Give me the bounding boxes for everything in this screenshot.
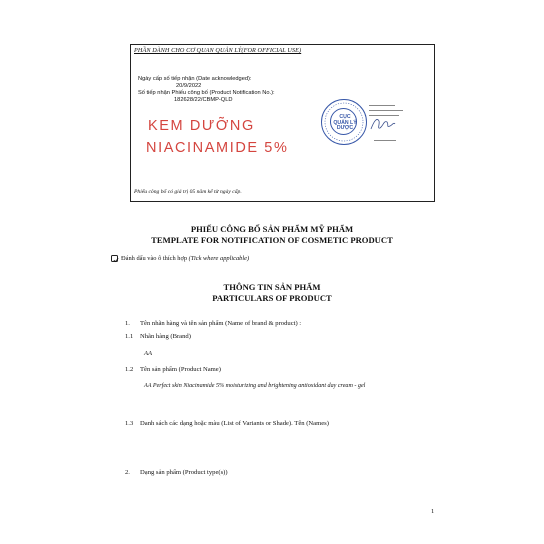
item-number: 1.2 [125, 366, 134, 373]
seal-text-line2: QUẢN LÝ [333, 119, 357, 126]
item-1-3 [125, 420, 329, 427]
item-2 [125, 469, 228, 476]
section-title-en: PARTICULARS OF PRODUCT [212, 293, 332, 303]
seal-text-line1: CỤC [339, 114, 351, 120]
item-label: Danh sách các dạng hoặc màu (List of Variants or Shade). Tên (Names) [140, 420, 329, 427]
notification-number-label: Số tiếp nhận Phiếu công bố (Product Notification No.): [138, 90, 275, 96]
tick-instruction-label: Đánh dấu vào ô thích hợp [121, 255, 188, 262]
form-title-en: TEMPLATE FOR NOTIFICATION OF COSMETIC PRODUCT [151, 235, 393, 245]
product-stamp-line1: KEM DƯỠNG [148, 118, 255, 134]
form-title [0, 224, 544, 246]
seal-text-line3: DƯỢC [336, 125, 354, 132]
item-label: Dạng sản phẩm (Product type(s)) [140, 469, 228, 476]
item-number: 2. [125, 469, 130, 476]
checkbox-icon [111, 255, 118, 262]
signer-name [374, 137, 396, 141]
tick-instruction [111, 255, 249, 262]
validity-note: Phiếu công bố có giá trị 05 năm kể từ ngày cấp. [134, 189, 242, 195]
section-title [0, 282, 544, 304]
date-acknowledged-label: Ngày cấp số tiếp nhận (Date acknowledged): [138, 76, 252, 82]
product-stamp-line2: NIACINAMIDE 5% [146, 140, 289, 156]
tick-instruction-label-en: (Tick where applicable) [188, 255, 250, 262]
item-1-1 [125, 333, 191, 340]
item-1 [125, 320, 301, 327]
item-number: 1.3 [125, 420, 134, 427]
item-number: 1. [125, 320, 130, 327]
official-use-box [130, 44, 435, 202]
official-seal [321, 99, 367, 145]
item-number: 1.1 [125, 333, 134, 340]
product-name-stamp [146, 115, 288, 159]
date-acknowledged-value: 20/9/2022 [176, 83, 202, 89]
page-number: 1 [431, 508, 435, 515]
notification-number-value: 182628/22/CBMP-QLD [174, 97, 233, 103]
signature-icon [368, 113, 398, 135]
product-name-value: AA Perfect skin Niacinamide 5% moisturizing and brightening antioxidant day cream - gel [144, 383, 366, 389]
form-title-vi: PHIẾU CÔNG BỐ SẢN PHẨM MỸ PHẨM [190, 224, 354, 234]
item-1-2 [125, 366, 221, 373]
seal-text [322, 115, 368, 132]
item-label: Tên sản phẩm (Product Name) [140, 366, 221, 373]
item-label: Nhãn hàng (Brand) [140, 333, 191, 340]
section-title-vi: THÔNG TIN SẢN PHẨM [223, 282, 321, 292]
item-label: Tên nhãn hàng và tên sản phẩm (Name of brand & product) : [140, 320, 302, 327]
official-use-header: PHẦN DÀNH CHO CƠ QUAN QUẢN LÝ(FOR OFFICIAL USE) [134, 47, 302, 54]
brand-value: AA [144, 350, 153, 357]
acknowledgement-block [138, 76, 275, 104]
